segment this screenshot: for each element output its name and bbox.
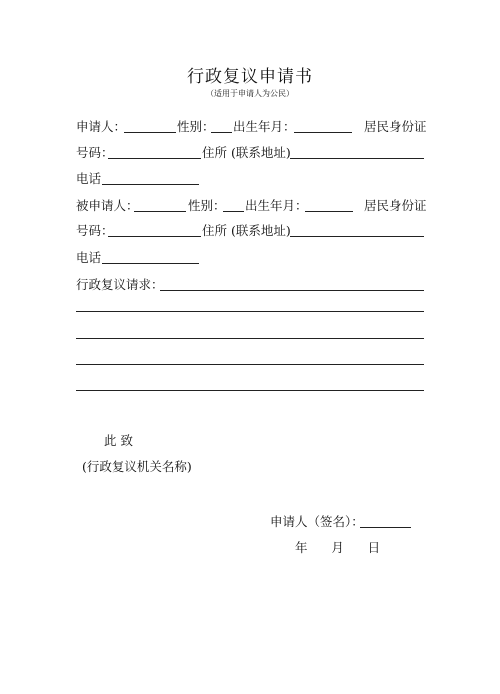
request-rule-line-4[interactable]: [76, 390, 424, 391]
request-label: 行政复议请求：: [76, 277, 164, 292]
respondent-line-1: [76, 197, 426, 215]
applicant-name-label: 申请人：: [76, 119, 127, 134]
applicant-id-number-label: 号码：: [76, 145, 114, 160]
request-rule-line-3[interactable]: [76, 364, 424, 365]
applicant-line-3: [76, 170, 426, 188]
document-title: 行政复议申请书: [187, 67, 313, 87]
closing-greeting: 此 致: [104, 433, 133, 448]
respondent-phone-blank[interactable]: [102, 263, 199, 264]
respondent-line-3: [76, 249, 426, 267]
applicant-address-label: 住所 (联系地址): [202, 145, 291, 160]
request-rule-line-1[interactable]: [76, 311, 424, 312]
applicant-line-1: [76, 118, 426, 136]
applicant-birth-blank[interactable]: [294, 132, 352, 133]
signature-blank[interactable]: [360, 527, 411, 528]
applicant-id-number-blank[interactable]: [108, 158, 201, 159]
respondent-name-label: 被申请人：: [76, 198, 139, 213]
applicant-gender-blank[interactable]: [211, 132, 232, 133]
respondent-id-number-blank[interactable]: [108, 236, 201, 237]
respondent-phone-label: 电话: [76, 250, 102, 265]
applicant-line-2: [76, 144, 426, 162]
request-line: [76, 276, 426, 294]
applicant-id-label: 居民身份证: [364, 119, 427, 134]
respondent-id-number-label: 号码：: [76, 223, 114, 238]
applicant-gender-label: 性别：: [177, 119, 215, 134]
applicant-address-blank[interactable]: [290, 158, 424, 159]
date-line: 年 月 日: [295, 540, 381, 555]
respondent-address-blank[interactable]: [290, 236, 424, 237]
respondent-gender-label: 性别：: [188, 198, 226, 213]
request-rule-line-2[interactable]: [76, 338, 424, 339]
applicant-birth-label: 出生年月：: [233, 119, 296, 134]
applicant-name-blank[interactable]: [124, 132, 176, 133]
respondent-line-2: [76, 222, 426, 240]
respondent-address-label: 住所 (联系地址): [202, 223, 291, 238]
respondent-gender-blank[interactable]: [223, 211, 244, 212]
request-blank[interactable]: [160, 290, 424, 291]
respondent-birth-blank[interactable]: [305, 211, 353, 212]
signature-label: 申请人（签名）：: [270, 514, 364, 529]
respondent-birth-label: 出生年月：: [245, 198, 308, 213]
respondent-id-label: 居民身份证: [364, 198, 427, 213]
applicant-phone-label: 电话: [76, 171, 102, 186]
applicant-phone-blank[interactable]: [102, 184, 199, 185]
respondent-name-blank[interactable]: [134, 211, 186, 212]
review-organ-name: (行政复议机关名称): [82, 459, 192, 474]
document-subtitle: （适用于申请人为公民）: [206, 89, 294, 98]
